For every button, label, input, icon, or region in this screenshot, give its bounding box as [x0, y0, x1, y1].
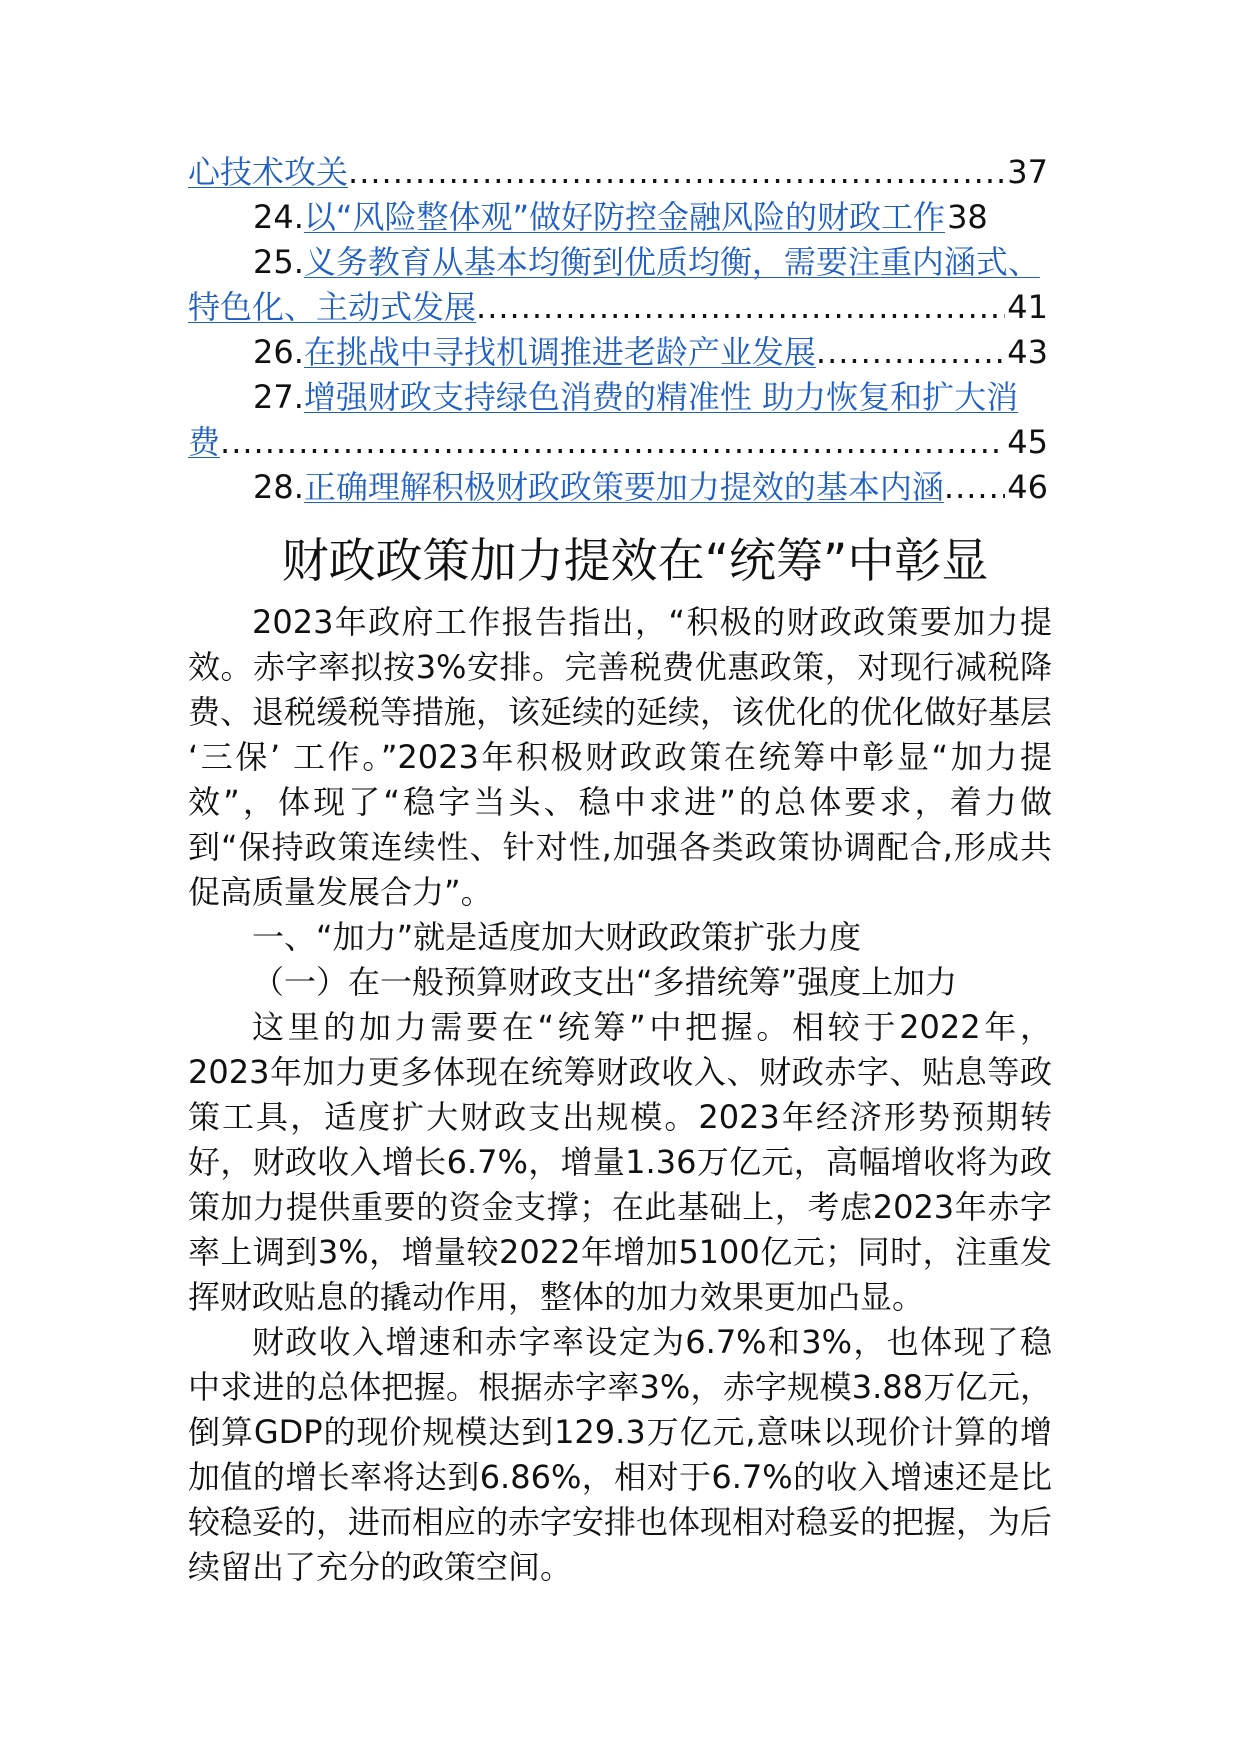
article-title-text: 财政政策加力提效在“统筹”中彰显 — [281, 534, 989, 589]
toc-page-number: 37 — [1007, 153, 1048, 191]
toc-entry-link[interactable]: 以“风险整体观”做好防控金融风险的财政工作 — [303, 198, 946, 236]
toc-dot-leader — [220, 420, 1005, 465]
toc-entry-link[interactable]: 正确理解积极财政政策要加力提效的基本内涵 — [303, 468, 944, 506]
toc-entry-number: 24. — [253, 198, 304, 236]
toc-page-number: 46 — [1007, 468, 1048, 506]
toc-entry-number: 27. — [253, 378, 304, 416]
toc-entry-number: 28. — [253, 468, 304, 506]
toc-page-number: 41 — [1007, 288, 1048, 326]
toc-entry-number: 26. — [253, 333, 304, 371]
subsection-heading: （一）在一般预算财政支出“多措统筹”强度上加力 — [252, 963, 958, 1001]
toc-entry-link[interactable]: 费 — [188, 423, 221, 461]
toc-dot-leader — [944, 465, 1005, 510]
toc-entry-link[interactable]: 义务教育从基本均衡到优质均衡，需要注重内涵式、 — [303, 243, 1040, 281]
toc-dot-leader — [476, 285, 1005, 330]
toc-page-number: 38 — [947, 198, 988, 236]
toc-entry-number: 25. — [253, 243, 304, 281]
toc-entry-link[interactable]: 特色化、主动式发展 — [188, 288, 477, 326]
toc-entry-link[interactable]: 在挑战中寻找机调推进老龄产业发展 — [303, 333, 816, 371]
toc-entry[interactable] — [188, 465, 1048, 510]
toc-page-number: 43 — [1007, 333, 1048, 371]
article-body — [188, 600, 1052, 1590]
toc-entry-link[interactable]: 心技术攻关 — [188, 153, 349, 191]
body-paragraph: 这里的加力需要在“统筹”中把握。相较于2022年，2023年加力更多体现在统筹财政收入、财政赤字、贴息等政策工具，适度扩大财政支出规模。2023年经济形势预期转好，财政收入增长6.7%，增量1.36万亿元，高幅增收将为政策加力提供重要的资金支撑；在此基础上，考虑2023年赤字率上调到3%，增量较2022年增加5100亿元；同时，注重发挥财政贴息的撬动作用，整体的加力效果更加凸显。 — [188, 1008, 1052, 1316]
section-heading: 一、“加力”就是适度加大财政政策扩张力度 — [252, 918, 862, 956]
body-paragraph: 财政收入增速和赤字率设定为6.7%和3%，也体现了稳中求进的总体把握。根据赤字率3%，赤字规模3.88万亿元，倒算GDP的现价规模达到129.3万亿元,意味以现价计算的增加值的增长率将达到6.86%，相对于6.7%的收入增速还是比较稳妥的，进而相应的赤字安排也体现相对稳妥的把握，为后续留出了充分的政策空间。 — [188, 1323, 1053, 1586]
toc-entry-link[interactable]: 增强财政支持绿色消费的精准性 助力恢复和扩大消 — [303, 378, 1019, 416]
article-title — [0, 530, 1240, 594]
toc-entry[interactable] — [188, 195, 1048, 240]
body-paragraph: 2023年政府工作报告指出，“积极的财政政策要加力提效。赤字率拟按3%安排。完善税费优惠政策，对现行减税降费、退税缓税等措施，该延续的延续，该优化的优化做好基层 ‘三保’ 工作。”2023年积极财政政策在统筹中彰显“加力提效”，体现了“稳字当头、稳中求进”的总体要求，着力做到“保持政策连续性、针对性,加强各类政策协调配合,形成共促高质量发展合力”。 — [188, 603, 1053, 911]
toc-entry[interactable] — [188, 375, 1048, 420]
toc-dot-leader — [816, 330, 1005, 375]
toc-entry[interactable] — [188, 240, 1048, 285]
toc-entry[interactable] — [188, 150, 1048, 195]
toc-entry[interactable] — [188, 285, 1048, 330]
toc-dot-leader — [348, 150, 1005, 195]
toc-page-number: 45 — [1007, 423, 1048, 461]
toc-entry[interactable] — [188, 420, 1048, 465]
table-of-contents — [188, 150, 1048, 510]
toc-entry[interactable] — [188, 330, 1048, 375]
